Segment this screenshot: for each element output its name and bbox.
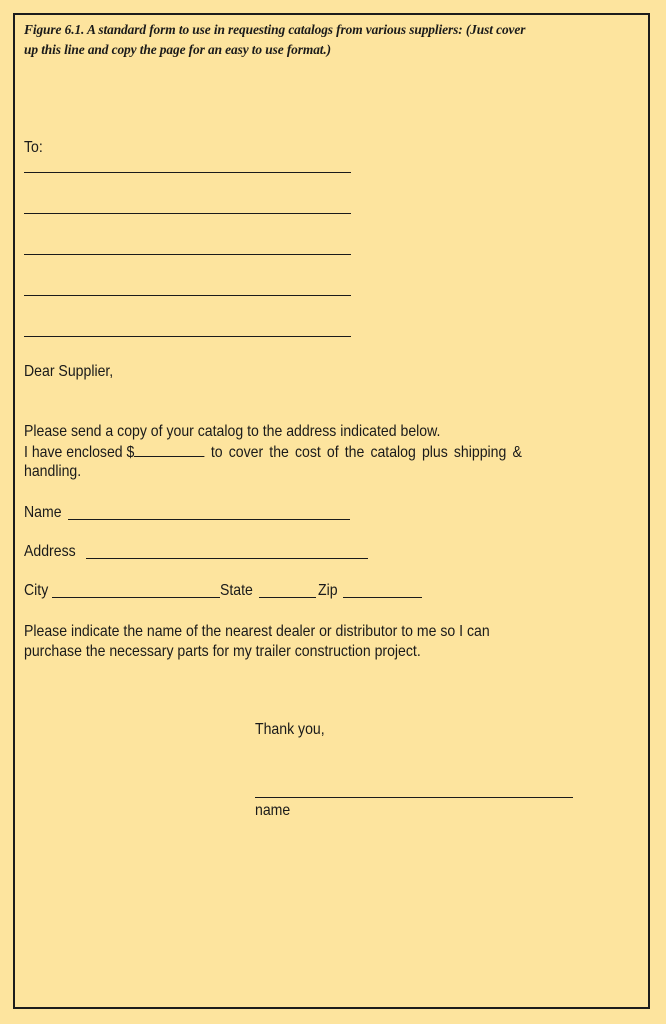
to-address-line-2[interactable] bbox=[24, 213, 351, 214]
zip-field[interactable] bbox=[343, 597, 422, 598]
city-field[interactable] bbox=[52, 597, 220, 598]
to-label: To: bbox=[24, 139, 43, 156]
address-label: Address bbox=[24, 543, 76, 560]
state-label: State bbox=[220, 582, 253, 599]
name-field[interactable] bbox=[68, 519, 350, 520]
to-address-line-3[interactable] bbox=[24, 254, 351, 255]
dealer-request-line-1: Please indicate the name of the nearest dealer or distributor to me so I can bbox=[24, 623, 490, 640]
enclosed-amount-field[interactable] bbox=[134, 442, 204, 457]
request-line-1: Please send a copy of your catalog to the address indicated below. bbox=[24, 423, 441, 440]
dealer-request-line-2: purchase the necessary parts for my trailer construction project. bbox=[24, 643, 421, 660]
request-line-3: handling. bbox=[24, 463, 82, 480]
to-address-line-1[interactable] bbox=[24, 172, 351, 173]
form-border bbox=[13, 13, 650, 1009]
signature-line[interactable] bbox=[255, 797, 573, 798]
to-address-line-5[interactable] bbox=[24, 336, 351, 337]
request-line-2 bbox=[24, 442, 648, 463]
address-field[interactable] bbox=[86, 558, 368, 559]
name-label: Name bbox=[24, 504, 62, 521]
caption-line-2: up this line and copy the page for an easy to use format.) bbox=[24, 42, 332, 57]
figure-caption bbox=[24, 20, 642, 60]
salutation: Dear Supplier, bbox=[24, 363, 114, 380]
state-field[interactable] bbox=[259, 597, 316, 598]
closing-thanks: Thank you, bbox=[255, 721, 325, 738]
zip-label: Zip bbox=[318, 582, 338, 599]
to-address-line-4[interactable] bbox=[24, 295, 351, 296]
caption-line-1: Figure 6.1. A standard form to use in requesting catalogs from various suppliers: (Just cover bbox=[24, 22, 526, 37]
enclosed-prefix: I have enclosed $ bbox=[24, 444, 135, 461]
signature-label: name bbox=[255, 802, 291, 819]
city-label: City bbox=[24, 582, 49, 599]
enclosed-suffix: to cover the cost of the catalog plus shipping & bbox=[204, 444, 522, 461]
